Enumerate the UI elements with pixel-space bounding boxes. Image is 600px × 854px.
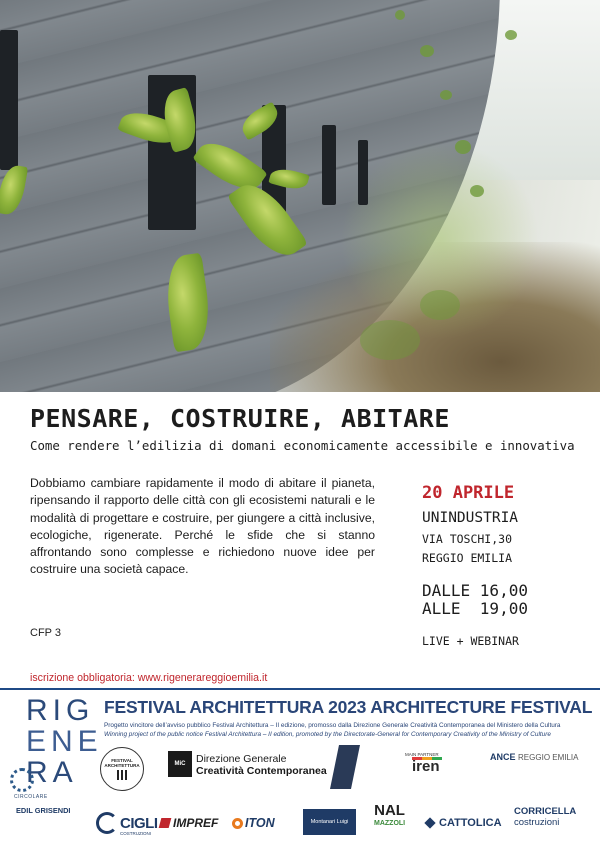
- iton-ring-icon: [232, 818, 243, 829]
- badge-grid-icon: [117, 770, 127, 780]
- iton-logo: [232, 806, 275, 840]
- cattolica-name: CATTOLICA: [439, 817, 502, 829]
- iren-main-partner-label: MAIN PARTNER: [405, 752, 439, 757]
- cigli-sub: COSTRUZIONI: [120, 831, 151, 836]
- ance-city: REGGIO EMILIA: [518, 753, 579, 762]
- corricella-sub: costruzioni: [514, 817, 560, 828]
- feature-logo-icon: [330, 745, 360, 789]
- divider: [0, 688, 600, 690]
- cattolica-mark-icon: [424, 817, 435, 828]
- vine-leaf: [470, 185, 484, 197]
- hero-photo: [0, 0, 600, 392]
- vine-leaf: [455, 140, 471, 154]
- cigli-name: CIGLI: [120, 814, 158, 832]
- ance-name: ANCE: [490, 752, 516, 762]
- festival-title: FESTIVAL ARCHITETTURA 2023 ARCHITECTURE FESTIVAL: [104, 697, 593, 717]
- event-time-to: ALLE 19,00: [422, 599, 528, 618]
- rigenera-line: ENE: [26, 725, 103, 758]
- circolare-icon: [10, 768, 34, 792]
- event-date: 20 APRILE: [422, 483, 515, 503]
- vine-leaf: [420, 290, 460, 320]
- iton-name: ITON: [245, 816, 275, 830]
- event-address-city: REGGIO EMILIA: [422, 551, 513, 565]
- festival-architettura-badge: [100, 747, 144, 791]
- cattolica-logo: [426, 806, 502, 840]
- impref-name: IMPREF: [173, 816, 219, 830]
- nal-sub: MAZZOLI: [374, 820, 406, 827]
- wall-slot: [358, 140, 368, 205]
- vine-leaf: [360, 320, 420, 360]
- event-title: PENSARE, COSTRUIRE, ABITARE: [30, 404, 450, 433]
- vine-leaf: [505, 30, 517, 40]
- cfp-credits: CFP 3: [30, 627, 61, 639]
- circolare-label: CIRCOLARE: [14, 794, 48, 800]
- registration-link[interactable]: iscrizione obbligatoria: www.rigenerareggioemilia.it: [30, 672, 268, 684]
- event-time-from: DALLE 16,00: [422, 581, 528, 600]
- wall-slot: [0, 30, 18, 170]
- impref-mark-icon: [159, 818, 172, 828]
- ance-logo: [490, 752, 579, 762]
- corricella-logo: [514, 806, 576, 840]
- festival-note-en: Winning project of the public notice Festival Architettura – II edition, promoted by the Directorate-General for Contemporary Creativity of the Ministry of Culture: [104, 731, 551, 738]
- vine-leaf: [440, 90, 452, 100]
- rigenera-line: RA: [26, 756, 78, 789]
- festival-note-it: Progetto vincitore dell’avviso pubblico Festival Architettura – II edizione, promosso dalla Direzione Generale Creatività Contemporanea del Ministero della Cultura: [104, 722, 561, 729]
- iren-logo: iren: [412, 758, 440, 775]
- nal-name: NAL: [374, 802, 405, 819]
- badge-label: FESTIVAL ARCHITETTURA: [104, 758, 140, 768]
- montanari-luigi-logo: Montanari Luigi: [303, 809, 356, 835]
- corricella-name: CORRICELLA: [514, 806, 577, 817]
- event-venue: UNINDUSTRIA: [422, 510, 519, 526]
- event-description: Dobbiamo cambiare rapidamente il modo di abitare il pianeta, ripensando il rapporto delle città con gli ecosistemi naturali e le modalità di progettare e costruire, per giungere a città inclusive, ecologiche, rigenerate. Perché le sfide che si stanno affrontando sono complesse e richiedono nuove idee per costruire una società capace.: [30, 476, 375, 577]
- edil-name: EDIL GRISENDI: [16, 806, 71, 815]
- vine-leaf: [395, 10, 405, 20]
- rigenera-logo: [26, 694, 103, 789]
- dg-line-1: Direzione Generale: [196, 753, 287, 765]
- impref-logo: [160, 806, 218, 840]
- nal-mazzoli-logo: [374, 804, 405, 830]
- event-mode: LIVE + WEBINAR: [422, 634, 519, 648]
- mic-logo: MiC: [168, 751, 192, 777]
- cigli-c-icon: [96, 812, 118, 834]
- direzione-generale-logo: [196, 753, 327, 777]
- dg-line-2: Creatività Contemporanea: [196, 765, 327, 777]
- wall-slot: [322, 125, 336, 205]
- event-subtitle: Come rendere l’edilizia di domani economicamente accessibile e innovativa: [30, 438, 575, 453]
- event-address-street: VIA TOSCHI,30: [422, 532, 513, 546]
- vine-leaf: [420, 45, 434, 57]
- event-details: [422, 483, 528, 648]
- edil-grisendi-logo: [16, 806, 70, 840]
- rigenera-line: RIG: [26, 694, 95, 727]
